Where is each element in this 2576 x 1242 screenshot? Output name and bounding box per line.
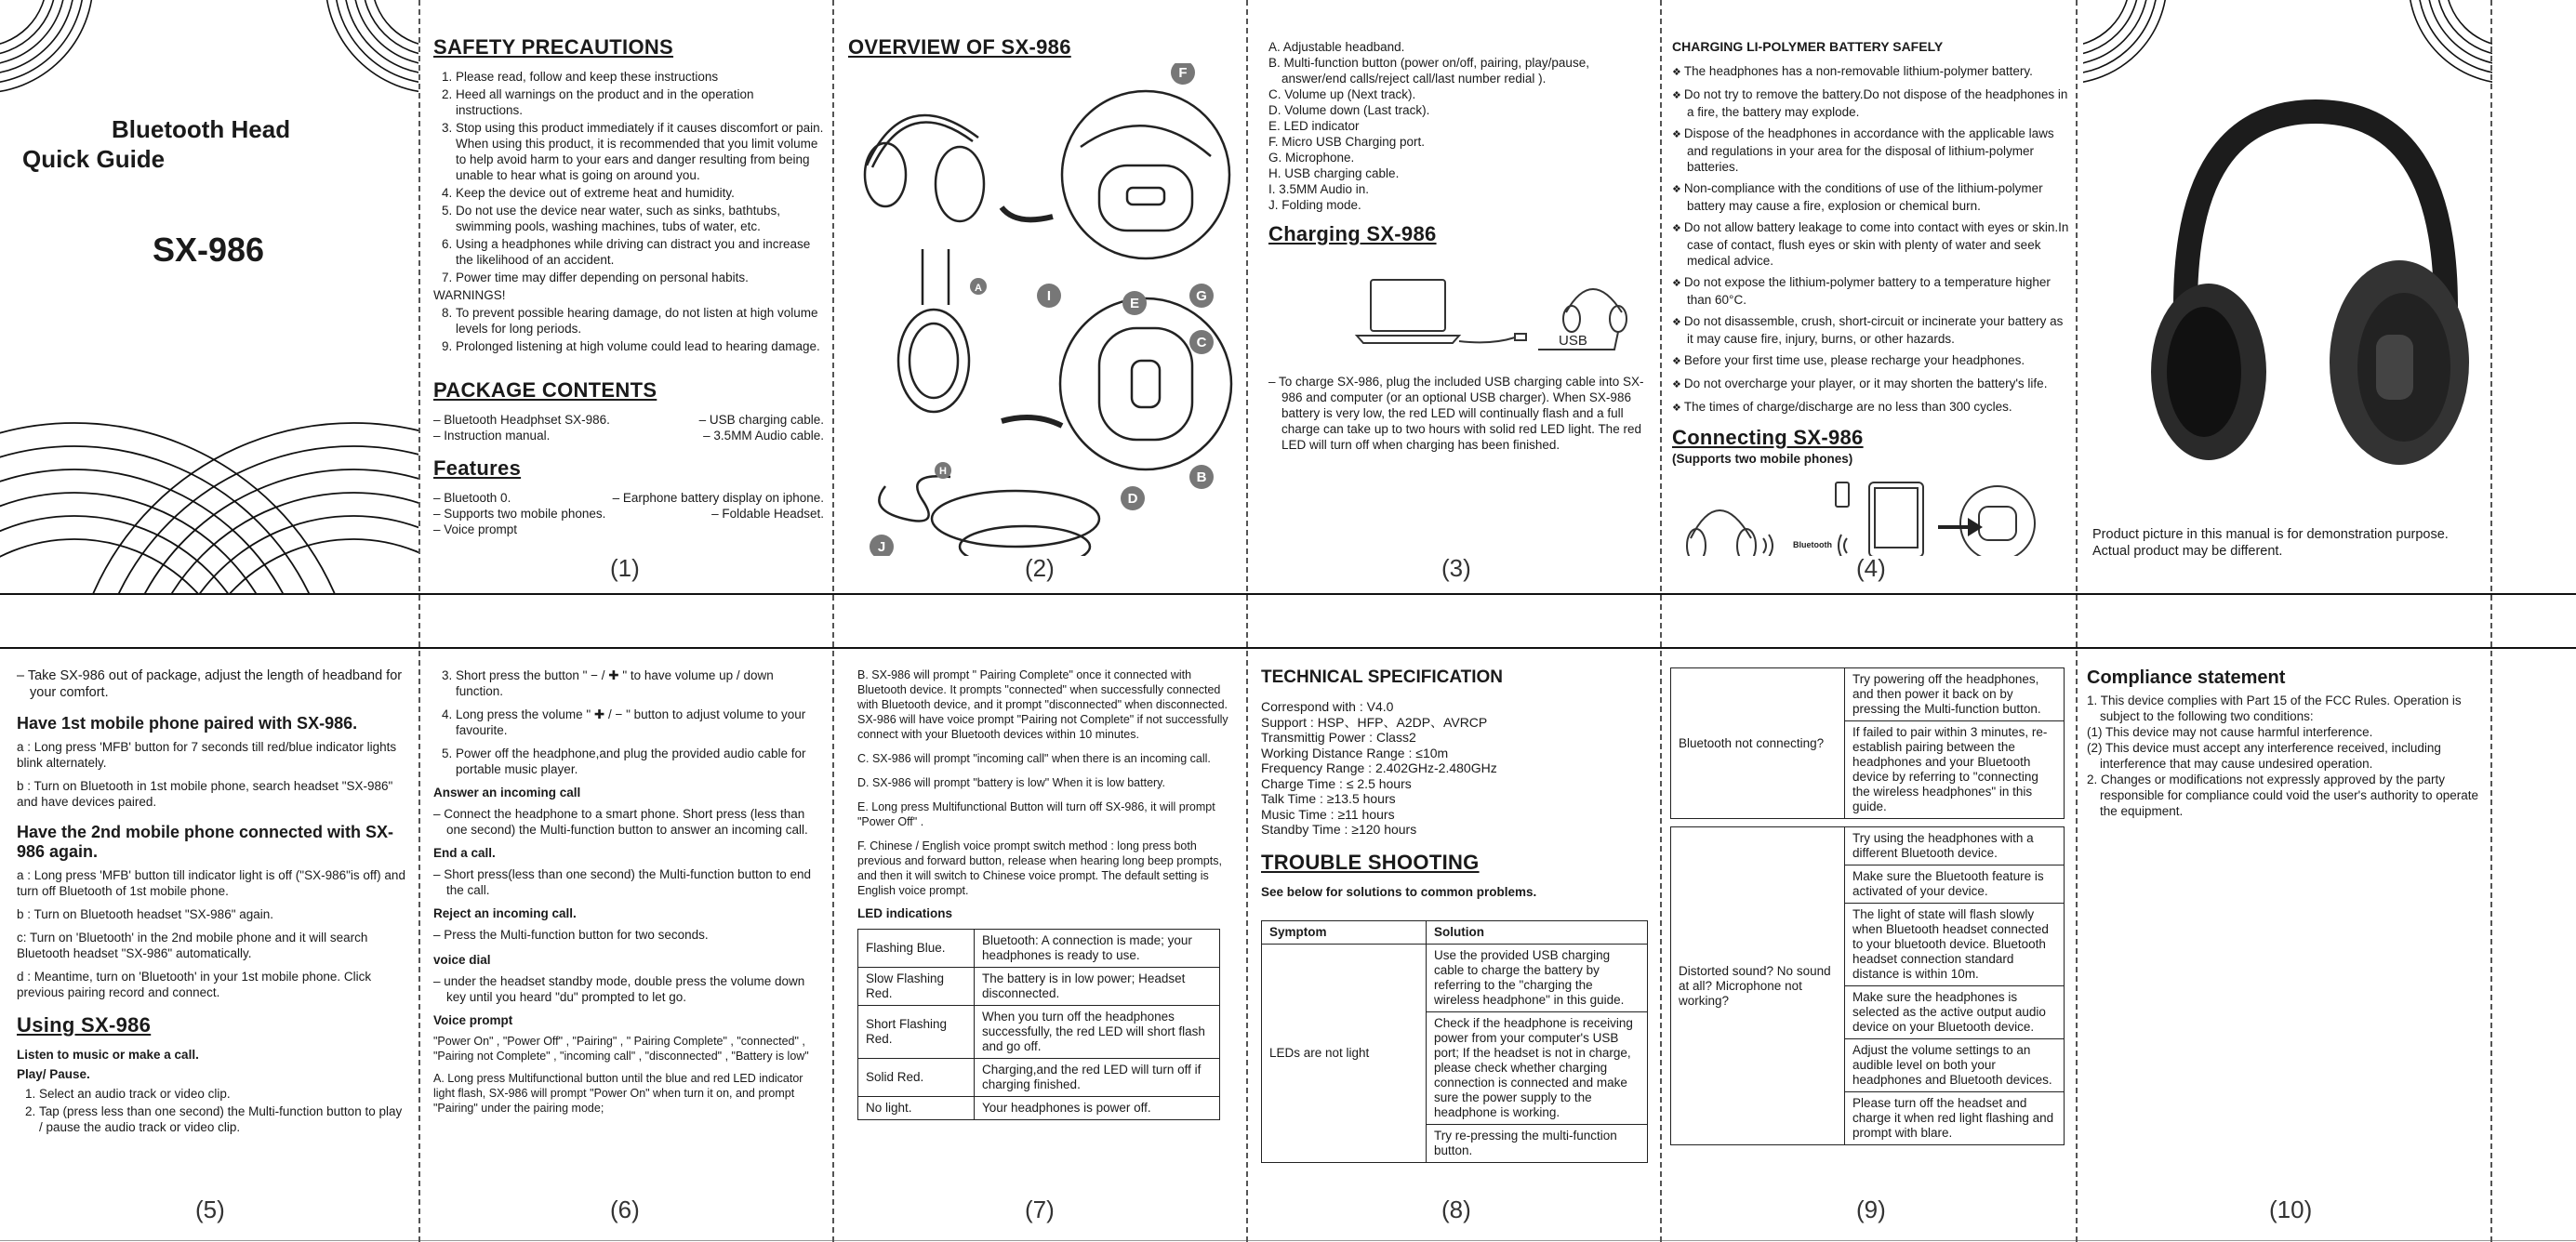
pairing-step-a2: a : Long press 'MFB' button till indicator light is off ("SX-986"is off) and turn off Bluetooth of 1st mobile phone. — [17, 868, 405, 898]
solution-header: Solution — [1427, 920, 1648, 944]
led-state: Flashing Blue. — [858, 930, 975, 968]
label-j: J — [877, 539, 886, 555]
battery-safety-item: ❖ The headphones has a non-removable lithium-polymer battery. — [1672, 63, 2072, 81]
led-description: Bluetooth: A connection is made; your headphones is ready to use. — [975, 930, 1220, 968]
package-title: PACKAGE CONTENTS — [433, 378, 657, 402]
spec-item: Charge Time : ≤ 2.5 hours — [1261, 775, 1412, 791]
part-item: G. Microphone. — [1268, 151, 1355, 165]
feature-item: – Supports two mobile phones. — [433, 506, 605, 522]
controls-panel — [433, 667, 824, 1196]
using-title: Using SX-986 — [17, 1013, 152, 1037]
trouble-subtitle: See below for solutions to common problems. — [1261, 884, 1537, 899]
intro-list — [17, 667, 407, 701]
spec-list — [1261, 699, 1652, 838]
fold-line-v2 — [832, 0, 834, 1242]
overview-title: OVERVIEW OF SX-986 — [848, 35, 1071, 59]
safety-item: 2. Heed all warnings on the product and in the operation instructions. — [456, 86, 824, 118]
cover-title-line1: Bluetooth Head — [112, 115, 291, 143]
spec-item: Music Time : ≥11 hours — [1261, 806, 1395, 822]
part-item: I. 3.5MM Audio in. — [1268, 182, 1370, 196]
battery-title: CHARGING LI-POLYMER BATTERY SAFELY — [1672, 39, 1944, 54]
led-row — [858, 968, 1220, 1006]
led-row — [858, 930, 1220, 968]
led-description: Your headphones is power off. — [975, 1097, 1220, 1120]
compliance-item: 2. Changes or modifications not expressly approved by the party responsible for compliance could void the user's authority to operate the equipment. — [2087, 773, 2479, 818]
battery-safety-item: ❖ Do not overcharge your player, or it may shorten the battery's life. — [1672, 376, 2072, 393]
intro-text: – Take SX-986 out of package, adjust the length of headband for your comfort. — [30, 667, 407, 701]
spec-item: Working Distance Range : ≤10m — [1261, 745, 1449, 760]
product-caption: Product picture in this manual is for demonstration purpose. Actual product may be different. — [2092, 527, 2449, 559]
spec-item: Transmittig Power : Class2 — [1261, 730, 1416, 745]
led-state: Solid Red. — [858, 1059, 975, 1097]
led-description: Charging,and the red LED will turn off if charging finished. — [975, 1059, 1220, 1097]
spec-item: Frequency Range : 2.402GHz-2.480GHz — [1261, 760, 1497, 775]
page-number: (4) — [1856, 554, 1886, 582]
label-i: I — [1046, 288, 1052, 304]
led-heading: LED indications — [857, 906, 953, 920]
control-step-3: 3. Short press the button " − / ✚ " to have volume up / down function. — [456, 667, 824, 699]
solution-cell: Try powering off the headphones, and then power it back on by pressing the Multi-function button. — [1845, 668, 2065, 721]
fold-line-v4 — [1660, 0, 1662, 1242]
page-number: (1) — [610, 554, 640, 582]
connecting-title: Connecting SX-986 — [1672, 426, 1864, 449]
parts-list — [1268, 39, 1650, 213]
safety-panel — [433, 35, 824, 556]
part-item: J. Folding mode. — [1268, 198, 1361, 212]
warning-item: 9. Prolonged listening at high volume could lead to hearing damage. — [456, 338, 824, 354]
charging-text-list — [1268, 374, 1650, 453]
features-list-left — [433, 490, 605, 537]
page-number: (9) — [1856, 1196, 1886, 1223]
led-panel — [857, 667, 1239, 1196]
symptom-cell: LEDs are not light — [1262, 944, 1427, 1162]
label-g: G — [1196, 288, 1207, 304]
label-e: E — [1129, 296, 1140, 311]
solution-cell: Make sure the headphones is selected as the active output audio device on your Bluetooth device. — [1845, 986, 2065, 1039]
pairing-heading-1: Have 1st mobile phone paired with SX-986. — [17, 714, 358, 733]
battery-safety-item: ❖ Do not disassemble, crush, short-circuit or incinerate your battery as it may cause fire, injury, burns, or other hazards. — [1672, 313, 2072, 347]
battery-safety-item: ❖ Do not try to remove the battery.Do not dispose of the headphones in a fire, the battery may explode. — [1672, 86, 2072, 120]
cover-panel — [0, 0, 418, 593]
symptom-cell: Bluetooth not connecting? — [1671, 668, 1845, 819]
dial-heading: voice dial — [433, 953, 491, 967]
spec-item: Talk Time : ≥13.5 hours — [1261, 791, 1396, 806]
safety-item: 1. Please read, follow and keep these instructions — [456, 69, 824, 85]
solution-cell: Use the provided USB charging cable to charge the battery by referring to the "charging the wireless headphone" in this guide. — [1427, 944, 1648, 1011]
page-number: (6) — [610, 1196, 640, 1223]
cover-model: SX-986 — [153, 231, 265, 269]
trouble-panel-2 — [1670, 667, 2068, 1196]
page-number: (10) — [2269, 1196, 2313, 1223]
warnings-label: WARNINGS! — [433, 288, 506, 302]
prompt-f: F. Chinese / English voice prompt switch method : long press both previous and forward button, release when hearing long beep prompts, and then it will switch to Chinese voice prompt. The default setting is English voice prompt. — [857, 839, 1222, 897]
label-a: A — [975, 283, 982, 294]
trouble-title: TROUBLE SHOOTING — [1261, 850, 1480, 874]
prompt-a: A. Long press Multifunctional button until the blue and red LED indicator light flash, SX-986 will prompt "Power On" when turn it on, and prompt "Pairing" under the pairing mode; — [433, 1072, 803, 1115]
dial-text: – under the headset standby mode, double press the volume down key until you heard "du" prompted to let go. — [446, 973, 824, 1005]
pairing-step-b2: b : Turn on Bluetooth headset "SX-986" again. — [17, 907, 274, 921]
label-h: H — [939, 466, 947, 477]
bluetooth-label: Bluetooth — [1793, 540, 1832, 549]
cover-title-line2: Quick Guide — [22, 145, 166, 173]
safety-item: 6. Using a headphones while driving can distract you and increase the likelihood of an accident. — [456, 236, 824, 268]
page-number: (7) — [1025, 1196, 1055, 1223]
symptom-header: Symptom — [1262, 920, 1427, 944]
part-item: B. Multi-function button (power on/off, pairing, play/pause, answer/end calls/reject call/last number redial ). — [1268, 56, 1589, 86]
package-list-left — [433, 412, 610, 443]
package-item: – Instruction manual. — [433, 428, 610, 443]
led-state: No light. — [858, 1097, 975, 1120]
package-item: – Bluetooth Headphset SX-986. — [433, 412, 610, 428]
prompt-list: "Power On" , "Power Off" , "Pairing" , " Pairing Complete" , "connected" , "Pairing not Complete" , "incoming call" , "disconnected" , "Battery is low" — [433, 1035, 809, 1063]
battery-safety-item: ❖ Before your first time use, please recharge your headphones. — [1672, 352, 2072, 370]
part-item: E. LED indicator — [1268, 119, 1360, 133]
fold-line-v1 — [418, 0, 420, 1242]
safety-list — [433, 69, 824, 285]
solution-cell: Try re-pressing the multi-function button. — [1427, 1124, 1648, 1162]
product-graphic — [2083, 0, 2492, 593]
led-description: When you turn off the headphones successfully, the red LED will short flash and go off. — [975, 1006, 1220, 1059]
warning-item: 8. To prevent possible hearing damage, do not listen at high volume levels for long periods. — [456, 305, 824, 337]
charging-text: – To charge SX-986, plug the included USB charging cable into SX-986 and computer (or an optional USB charger). When SX-986 battery is very low, the red LED will continually flash and a full charge can take up to two hours with solid red LED light. The red LED will turn off when charging has been finished. — [1281, 374, 1650, 453]
feature-item: – Foldable Headset. — [613, 506, 824, 522]
part-item: C. Volume up (Next track). — [1268, 87, 1416, 101]
safety-item: 4. Keep the device out of extreme heat and humidity. — [456, 185, 824, 201]
spec-panel — [1261, 667, 1652, 1196]
safety-item: 7. Power time may differ depending on personal habits. — [456, 270, 824, 285]
battery-safety-item: ❖ The times of charge/discharge are no less than 300 cycles. — [1672, 399, 2072, 416]
pairing-heading-2: Have the 2nd mobile phone connected with SX-986 again. — [17, 823, 394, 861]
spec-title: TECHNICAL SPECIFICATION — [1261, 667, 1504, 687]
prompt-c: C. SX-986 will prompt "incoming call" when there is an incoming call. — [857, 752, 1211, 765]
spec-item: Correspond with : V4.0 — [1261, 699, 1394, 714]
part-item: A. Adjustable headband. — [1268, 40, 1405, 54]
control-step-4: 4. Long press the volume " ✚ / − " button to adjust volume to your favourite. — [456, 707, 824, 738]
led-description: The battery is in low power; Headset disconnected. — [975, 968, 1220, 1006]
package-list-right — [699, 412, 824, 443]
solution-cell: Try using the headphones with a different Bluetooth device. — [1845, 827, 2065, 865]
solution-cell: The light of state will flash slowly when Bluetooth headset connected to your bluetooth device. Bluetooth headset connection standard distance is within 10m. — [1845, 904, 2065, 986]
label-f: F — [1178, 65, 1188, 81]
solution-cell: Check if the headphone is receiving power from your computer's USB port; If the headset is not in charge, please check whether charging connection is connected and make sure the power supply to the headphone is working. — [1427, 1011, 1648, 1124]
pairing-step-a1: a : Long press 'MFB' button for 7 seconds till red/blue indicator lights blink alternately. — [17, 740, 397, 770]
fold-line-v5 — [2076, 0, 2078, 1242]
features-title: Features — [433, 456, 522, 480]
pairing-step-b1: b : Turn on Bluetooth in 1st mobile phone, search headset "SX-986" and have devices paired. — [17, 779, 393, 809]
led-state: Short Flashing Red. — [858, 1006, 975, 1059]
battery-safety-item: ❖ Non-compliance with the conditions of use of the lithium-polymer battery may cause a fire, explosion or chemical burn. — [1672, 180, 2072, 214]
pairing-panel — [17, 667, 407, 1196]
page-number: (3) — [1441, 554, 1471, 582]
using-steps — [17, 1086, 407, 1135]
reject-text: – Press the Multi-function button for two seconds. — [446, 927, 824, 943]
playpause-heading: Play/ Pause. — [17, 1067, 90, 1081]
safety-item: 5. Do not use the device near water, such as sinks, bathtubs, swimming pools, washing machines, tubs of water, etc. — [456, 203, 824, 234]
control-step-5: 5. Power off the headphone,and plug the provided audio cable for portable music player. — [456, 746, 824, 777]
warning-list — [433, 305, 824, 354]
pairing-step-c2: c: Turn on 'Bluetooth' in the 2nd mobile phone and it will search Bluetooth headset "SX-986" automatically. — [17, 931, 368, 960]
controls-steps — [433, 667, 824, 777]
overview-panel — [848, 35, 1239, 556]
features-list-right — [613, 490, 824, 537]
using-step: 1. Select an audio track or video clip. — [39, 1086, 407, 1102]
part-item: D. Volume down (Last track). — [1268, 103, 1430, 117]
charging-diagram — [1352, 261, 1631, 363]
answer-text: – Connect the headphone to a smart phone. Short press (less than one second) the Multi-function button to answer an incoming call. — [446, 806, 824, 838]
charging-title: Charging SX-986 — [1268, 222, 1437, 245]
package-item: – 3.5MM Audio cable. — [699, 428, 824, 443]
page-number: (5) — [195, 1196, 225, 1223]
battery-safety-item: ❖ Do not expose the lithium-polymer battery to a temperature higher than 60°C. — [1672, 274, 2072, 308]
label-d: D — [1127, 491, 1138, 507]
compliance-title: Compliance statement — [2087, 667, 2286, 688]
solution-cell: If failed to pair within 3 minutes, re-establish pairing between the headphones and your Bluetooth device by referring to "connecting the wireless headphones" in this guide. — [1845, 721, 2065, 819]
part-item: F. Micro USB Charging port. — [1268, 135, 1426, 149]
feature-item: – Bluetooth 0. — [433, 490, 605, 506]
listen-heading: Listen to music or make a call. — [17, 1048, 199, 1062]
fold-line-top — [0, 593, 2576, 595]
fold-line-bottom — [0, 647, 2576, 649]
feature-item: – Voice prompt — [433, 522, 605, 537]
pairing-step-d2: d : Meantime, turn on 'Bluetooth' in your 1st mobile phone. Click previous pairing record and connect. — [17, 970, 372, 999]
feature-item: – Earphone battery display on iphone. — [613, 490, 824, 506]
fold-line-v3 — [1246, 0, 1248, 1242]
prompt-b: B. SX-986 will prompt " Pairing Complete" once it connected with Bluetooth device. It prompts "connected" when successfully connected with Bluetooth device, and it prompt "disconnected" when disconnected. SX-986 will have voice prompt "Pairing not Complete" if not successfully connect with your Bluetooth devices within 10 minutes. — [857, 668, 1228, 741]
led-row — [858, 1006, 1220, 1059]
page-number: (8) — [1441, 1196, 1471, 1223]
symptom-cell: Distorted sound? No sound at all? Microphone not working? — [1671, 827, 1845, 1145]
safety-title: SAFETY PRECAUTIONS — [433, 35, 674, 59]
solution-cell: Make sure the Bluetooth feature is activated of your device. — [1845, 865, 2065, 904]
led-table — [857, 929, 1220, 1120]
overview-diagram — [848, 63, 1239, 556]
label-c: C — [1196, 335, 1207, 350]
led-row — [858, 1059, 1220, 1097]
compliance-item: (2) This device must accept any interference received, including interference that may cause undesired operation. — [2087, 741, 2441, 771]
trouble-table — [1261, 920, 1648, 1163]
parts-charging-panel — [1268, 39, 1650, 556]
end-text: – Short press(less than one second) the Multi-function button to end the call. — [446, 866, 824, 898]
trouble-table-2 — [1670, 667, 2065, 1145]
battery-safety-panel — [1672, 39, 2072, 556]
end-heading: End a call. — [433, 846, 496, 860]
spec-item: Support : HSP、HFP、A2DP、AVRCP — [1261, 714, 1488, 730]
label-b: B — [1196, 469, 1207, 485]
using-step: 2. Tap (press less than one second) the Multi-function button to play / pause the audio track or video clip. — [39, 1103, 407, 1135]
prompt-e: E. Long press Multifunctional Button will turn off SX-986, it will prompt "Power Off" . — [857, 800, 1215, 828]
solution-cell: Adjust the volume settings to an audible level on both your headphones and Bluetooth devices. — [1845, 1039, 2065, 1092]
compliance-panel — [2087, 667, 2487, 1196]
compliance-item: 1. This device complies with Part 15 of the FCC Rules. Operation is subject to the following two conditions: — [2087, 694, 2462, 723]
page-number: (2) — [1025, 554, 1055, 582]
spec-item: Standby Time : ≥120 hours — [1261, 822, 1417, 837]
led-row — [858, 1097, 1220, 1120]
part-item: H. USB charging cable. — [1268, 166, 1400, 180]
solution-cell: Please turn off the headset and charge it when red light flashing and prompt with blare. — [1845, 1092, 2065, 1145]
prompt-d: D. SX-986 will prompt "battery is low" When it is low battery. — [857, 776, 1165, 789]
usb-label: USB — [1559, 333, 1587, 349]
battery-safety-item: ❖ Dispose of the headphones in accordance with the applicable laws and regulations in your area for the disposal of lithium-polymer batteries. — [1672, 126, 2072, 175]
answer-heading: Answer an incoming call — [433, 786, 581, 799]
package-item: – USB charging cable. — [699, 412, 824, 428]
reject-heading: Reject an incoming call. — [433, 906, 577, 920]
safety-item: 3. Stop using this product immediately if it causes discomfort or pain. When using this product, it is recommended that you limit volume to help avoid harm to your ears and danger resulting from being unable to hear what is going on around you. — [456, 120, 824, 183]
cover-arcs-graphic — [0, 0, 418, 593]
compliance-list — [2087, 693, 2487, 819]
prompt-heading: Voice prompt — [433, 1013, 513, 1027]
battery-list — [1672, 63, 2072, 416]
battery-safety-item: ❖ Do not allow battery leakage to come into contact with eyes or skin.In case of contact, flush eyes or skin with plenty of water and seek medical advice. — [1672, 219, 2072, 269]
product-panel — [2083, 0, 2492, 593]
connecting-diagram — [1672, 473, 2072, 556]
page-bottom-line — [0, 1240, 2576, 1241]
led-state: Slow Flashing Red. — [858, 968, 975, 1006]
connecting-subtitle: (Supports two mobile phones) — [1672, 452, 1853, 466]
compliance-item: (1) This device may not cause harmful interference. — [2087, 725, 2373, 739]
